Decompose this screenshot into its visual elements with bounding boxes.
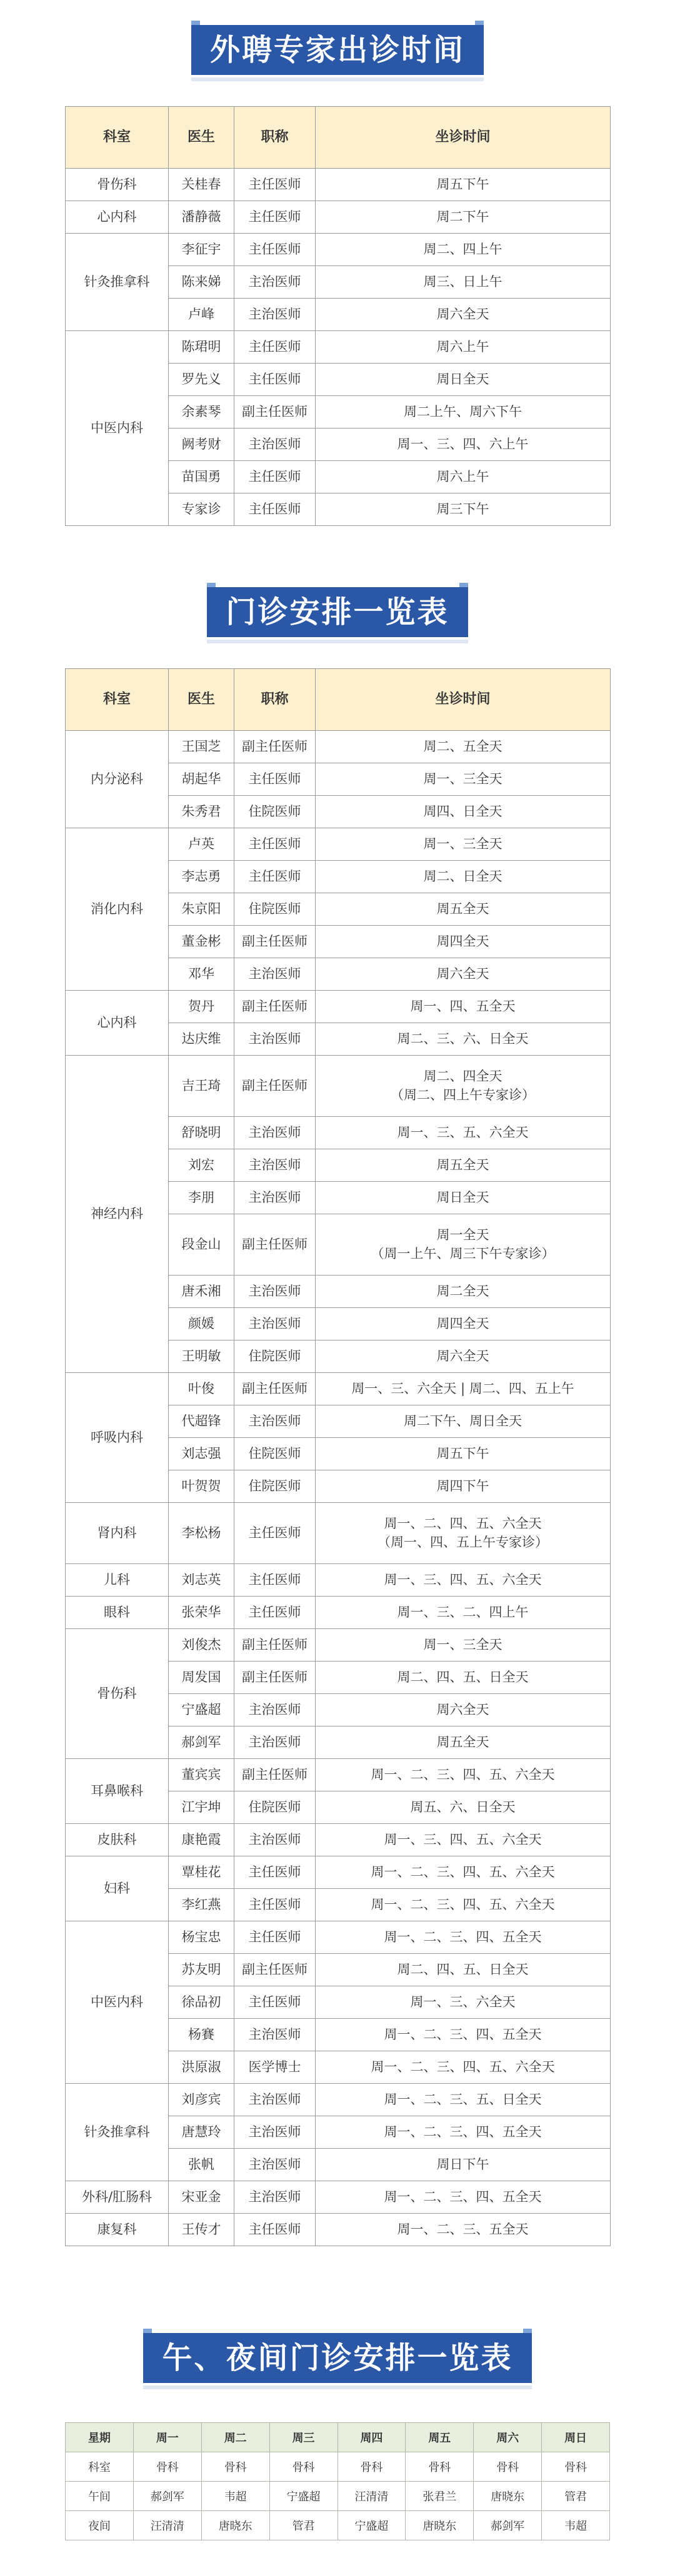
section3-title-wrap (0, 2333, 675, 2383)
grid-cell: 唐晓东 (201, 2511, 269, 2540)
schedule-cell: 周五全天 (316, 893, 611, 926)
schedule-cell: 周一、三、六全天 (316, 1986, 611, 2019)
grid-cell: 周六 (474, 2423, 542, 2452)
title-cell: 副主任医师 (234, 1056, 316, 1117)
title-cell: 主任医师 (234, 331, 316, 364)
title-cell: 主任医师 (234, 828, 316, 861)
title-cell: 副主任医师 (234, 1662, 316, 1694)
schedule-cell: 周一、二、三、四、五、六全天 (316, 1889, 611, 1921)
table-row (66, 1629, 611, 1662)
grid-cell: 唐晓东 (406, 2511, 474, 2540)
doctor-cell: 叶俊 (169, 1373, 234, 1405)
title-cell: 主治医师 (234, 1182, 316, 1214)
column-header: 科室 (66, 107, 169, 169)
table-row (66, 2084, 611, 2116)
schedule-cell: 周一、三全天 (316, 763, 611, 796)
doctor-cell: 宋亚金 (169, 2181, 234, 2214)
doctor-cell: 刘彦宾 (169, 2084, 234, 2116)
doctor-cell: 陈珺明 (169, 331, 234, 364)
grid-cell: 夜间 (66, 2511, 134, 2540)
schedule-cell: 周一、三、四、五、六全天 (316, 1564, 611, 1597)
title-cell: 主治医师 (234, 1276, 316, 1308)
department-cell: 消化内科 (66, 828, 169, 991)
doctor-cell: 潘静薇 (169, 201, 234, 234)
schedule-cell: 周一、四、五全天 (316, 991, 611, 1023)
title-cell: 主治医师 (234, 429, 316, 461)
department-cell: 肾内科 (66, 1503, 169, 1564)
department-cell: 耳鼻喉科 (66, 1759, 169, 1824)
doctor-cell: 覃桂花 (169, 1856, 234, 1889)
title-cell: 主治医师 (234, 1149, 316, 1182)
doctor-cell: 王传才 (169, 2214, 234, 2246)
grid-cell: 周日 (542, 2423, 610, 2452)
schedule-cell: 周四下午 (316, 1470, 611, 1503)
title-cell: 主治医师 (234, 266, 316, 299)
doctor-cell: 段金山 (169, 1214, 234, 1276)
schedule-cell: 周日下午 (316, 2149, 611, 2181)
title-cell: 主任医师 (234, 2214, 316, 2246)
doctor-cell: 苗国勇 (169, 461, 234, 493)
title-cell: 副主任医师 (234, 1759, 316, 1791)
table-row (66, 1856, 611, 1889)
title-cell: 主任医师 (234, 1856, 316, 1889)
department-cell: 中医内科 (66, 331, 169, 526)
schedule-cell: 周四全天 (316, 926, 611, 958)
doctor-cell: 专家诊 (169, 493, 234, 526)
section3-title-text: 午、夜间门诊安排一览表 (162, 2341, 513, 2375)
doctor-cell: 张荣华 (169, 1597, 234, 1629)
schedule-cell: 周一全天 （周一上午、周三下午专家诊） (316, 1214, 611, 1276)
column-header: 科室 (66, 669, 169, 731)
doctor-cell: 刘志强 (169, 1438, 234, 1470)
table-row (66, 2452, 610, 2482)
grid-cell: 骨科 (406, 2452, 474, 2482)
schedule-cell: 周二、四、五、日全天 (316, 1662, 611, 1694)
schedule-cell: 周六全天 (316, 1694, 611, 1726)
department-cell: 呼吸内科 (66, 1373, 169, 1503)
doctor-cell: 贺丹 (169, 991, 234, 1023)
schedule-cell: 周一、二、三、四、五全天 (316, 2019, 611, 2051)
schedule-cell: 周二全天 (316, 1276, 611, 1308)
table-row (66, 828, 611, 861)
title-cell: 副主任医师 (234, 396, 316, 429)
doctor-cell: 李红燕 (169, 1889, 234, 1921)
title-cell: 主任医师 (234, 201, 316, 234)
doctor-cell: 李征宇 (169, 234, 234, 266)
title-cell: 主任医师 (234, 493, 316, 526)
grid-cell: 骨科 (269, 2452, 338, 2482)
department-cell: 心内科 (66, 991, 169, 1056)
title-cell: 主任医师 (234, 1503, 316, 1564)
grid-cell: 张君兰 (406, 2482, 474, 2511)
schedule-cell: 周三下午 (316, 493, 611, 526)
title-cell: 主任医师 (234, 364, 316, 396)
doctor-cell: 颜媛 (169, 1308, 234, 1340)
table-row (66, 1373, 611, 1405)
table-row (66, 991, 611, 1023)
schedule-cell: 周六上午 (316, 331, 611, 364)
schedule-cell: 周一、二、三、四、五全天 (316, 2181, 611, 2214)
schedule-cell: 周一、二、三、四、五、六全天 (316, 1856, 611, 1889)
title-cell: 主任医师 (234, 1564, 316, 1597)
schedule-cell: 周一、二、三、五全天 (316, 2214, 611, 2246)
doctor-cell: 董宾宾 (169, 1759, 234, 1791)
title-cell: 主治医师 (234, 1726, 316, 1759)
grid-cell: 午间 (66, 2482, 134, 2511)
doctor-cell: 李志勇 (169, 861, 234, 893)
grid-cell: 周五 (406, 2423, 474, 2452)
schedule-cell: 周一、二、三、四、五全天 (316, 1921, 611, 1954)
department-cell: 中医内科 (66, 1921, 169, 2084)
department-cell: 眼科 (66, 1597, 169, 1629)
outpatient-schedule-table (65, 668, 611, 2246)
doctor-cell: 卢英 (169, 828, 234, 861)
grid-cell: 骨科 (474, 2452, 542, 2482)
grid-cell: 郝剑军 (133, 2482, 201, 2511)
schedule-cell: 周一、二、四、五、六全天 （周一、四、五上午专家诊） (316, 1503, 611, 1564)
schedule-cell: 周日全天 (316, 1182, 611, 1214)
schedule-cell: 周二上午、周六下午 (316, 396, 611, 429)
title-cell: 住院医师 (234, 796, 316, 828)
title-cell: 副主任医师 (234, 1954, 316, 1986)
title-cell: 主任医师 (234, 1986, 316, 2019)
section3-title (143, 2333, 531, 2383)
department-cell: 外科/肛肠科 (66, 2181, 169, 2214)
title-cell: 副主任医师 (234, 731, 316, 763)
doctor-cell: 朱京阳 (169, 893, 234, 926)
title-cell: 主治医师 (234, 1117, 316, 1149)
schedule-cell: 周四、日全天 (316, 796, 611, 828)
title-cell: 主治医师 (234, 1694, 316, 1726)
title-cell: 住院医师 (234, 1470, 316, 1503)
title-cell: 主治医师 (234, 1023, 316, 1056)
doctor-cell: 苏友明 (169, 1954, 234, 1986)
title-cell: 住院医师 (234, 1438, 316, 1470)
schedule-cell: 周五下午 (316, 1438, 611, 1470)
doctor-cell: 宁盛超 (169, 1694, 234, 1726)
table-row (66, 1759, 611, 1791)
table-row (66, 731, 611, 763)
title-cell: 住院医师 (234, 1340, 316, 1373)
grid-cell: 骨科 (542, 2452, 610, 2482)
schedule-cell: 周一、三全天 (316, 1629, 611, 1662)
doctor-cell: 刘志英 (169, 1564, 234, 1597)
title-cell: 医学博士 (234, 2051, 316, 2084)
title-cell: 主任医师 (234, 234, 316, 266)
doctor-cell: 刘宏 (169, 1149, 234, 1182)
title-cell: 主治医师 (234, 1824, 316, 1856)
table-row (66, 1597, 611, 1629)
title-cell: 主任医师 (234, 861, 316, 893)
schedule-cell: 周一、三、四、五、六全天 (316, 1824, 611, 1856)
department-cell: 内分泌科 (66, 731, 169, 828)
title-cell: 副主任医师 (234, 926, 316, 958)
title-cell: 主治医师 (234, 958, 316, 991)
column-header: 职称 (234, 107, 316, 169)
schedule-cell: 周一、二、三、四、五、六全天 (316, 1759, 611, 1791)
schedule-cell: 周四全天 (316, 1308, 611, 1340)
table-row (66, 2181, 611, 2214)
doctor-cell: 刘俊杰 (169, 1629, 234, 1662)
schedule-cell: 周一、三、四、六上午 (316, 429, 611, 461)
schedule-cell: 周一、三全天 (316, 828, 611, 861)
schedule-cell: 周六全天 (316, 1340, 611, 1373)
doctor-cell: 吉王琦 (169, 1056, 234, 1117)
table-row (66, 1824, 611, 1856)
title-cell: 副主任医师 (234, 991, 316, 1023)
grid-cell: 管君 (542, 2482, 610, 2511)
title-cell: 主治医师 (234, 1405, 316, 1438)
table-row (66, 2214, 611, 2246)
section2-title (207, 587, 468, 637)
department-cell: 心内科 (66, 201, 169, 234)
doctor-cell: 唐慧玲 (169, 2116, 234, 2149)
grid-cell: 郝剑军 (474, 2511, 542, 2540)
schedule-cell: 周二下午 (316, 201, 611, 234)
schedule-cell: 周二、四上午 (316, 234, 611, 266)
doctor-cell: 叶贺贺 (169, 1470, 234, 1503)
grid-cell: 汪清清 (133, 2511, 201, 2540)
doctor-cell: 康艳霞 (169, 1824, 234, 1856)
table-row (66, 1921, 611, 1954)
schedule-cell: 周三、日上午 (316, 266, 611, 299)
grid-cell: 科室 (66, 2452, 134, 2482)
doctor-cell: 郝剑军 (169, 1726, 234, 1759)
table-row (66, 2511, 610, 2540)
title-cell: 主治医师 (234, 2019, 316, 2051)
title-cell: 主治医师 (234, 2116, 316, 2149)
doctor-cell: 余素琴 (169, 396, 234, 429)
doctor-cell: 舒晓明 (169, 1117, 234, 1149)
doctor-cell: 周发国 (169, 1662, 234, 1694)
title-cell: 副主任医师 (234, 1373, 316, 1405)
schedule-cell: 周二、日全天 (316, 861, 611, 893)
schedule-cell: 周一、三、五、六全天 (316, 1117, 611, 1149)
doctor-cell: 胡起华 (169, 763, 234, 796)
title-cell: 副主任医师 (234, 1629, 316, 1662)
doctor-cell: 阙考财 (169, 429, 234, 461)
schedule-cell: 周一、三、二、四上午 (316, 1597, 611, 1629)
column-header: 医生 (169, 669, 234, 731)
grid-cell: 周四 (338, 2423, 406, 2452)
schedule-cell: 周五全天 (316, 1726, 611, 1759)
column-header: 职称 (234, 669, 316, 731)
department-cell: 儿科 (66, 1564, 169, 1597)
doctor-cell: 洪原淑 (169, 2051, 234, 2084)
table-header-row (66, 669, 611, 731)
title-cell: 主治医师 (234, 2181, 316, 2214)
noon-night-schedule-table (65, 2422, 610, 2540)
table-row (66, 169, 611, 201)
table-row (66, 2423, 610, 2452)
grid-cell: 星期 (66, 2423, 134, 2452)
grid-cell: 宁盛超 (338, 2511, 406, 2540)
schedule-cell: 周二、四、五、日全天 (316, 1954, 611, 1986)
column-header: 坐诊时间 (316, 107, 611, 169)
grid-cell: 周二 (201, 2423, 269, 2452)
table-row (66, 1056, 611, 1117)
grid-cell: 骨科 (338, 2452, 406, 2482)
title-cell: 主治医师 (234, 2084, 316, 2116)
schedule-cell: 周二下午、周日全天 (316, 1405, 611, 1438)
table-row (66, 201, 611, 234)
schedule-cell: 周一、二、三、五、日全天 (316, 2084, 611, 2116)
department-cell: 康复科 (66, 2214, 169, 2246)
title-cell: 主任医师 (234, 1889, 316, 1921)
title-cell: 主治医师 (234, 299, 316, 331)
doctor-cell: 达庆维 (169, 1023, 234, 1056)
doctor-cell: 董金彬 (169, 926, 234, 958)
doctor-cell: 罗先义 (169, 364, 234, 396)
schedule-cell: 周二、五全天 (316, 731, 611, 763)
grid-cell: 韦超 (542, 2511, 610, 2540)
title-cell: 住院医师 (234, 1791, 316, 1824)
section2-title-text: 门诊安排一览表 (226, 595, 449, 630)
department-cell: 妇科 (66, 1856, 169, 1921)
doctor-cell: 李朋 (169, 1182, 234, 1214)
doctor-cell: 王国芝 (169, 731, 234, 763)
doctor-cell: 李松杨 (169, 1503, 234, 1564)
section2-title-wrap (0, 587, 675, 637)
schedule-cell: 周二、三、六、日全天 (316, 1023, 611, 1056)
doctor-cell: 张帆 (169, 2149, 234, 2181)
title-cell: 主任医师 (234, 461, 316, 493)
grid-cell: 管君 (269, 2511, 338, 2540)
department-cell: 骨伤科 (66, 169, 169, 201)
schedule-cell: 周六全天 (316, 958, 611, 991)
expert-schedule-table (65, 106, 611, 526)
doctor-cell: 朱秀君 (169, 796, 234, 828)
schedule-cell: 周二、四全天 （周二、四上午专家诊） (316, 1056, 611, 1117)
title-cell: 主任医师 (234, 1597, 316, 1629)
column-header: 坐诊时间 (316, 669, 611, 731)
title-cell: 主治医师 (234, 2149, 316, 2181)
doctor-cell: 卢峰 (169, 299, 234, 331)
grid-cell: 周一 (133, 2423, 201, 2452)
grid-cell: 周三 (269, 2423, 338, 2452)
doctor-cell: 代超锋 (169, 1405, 234, 1438)
title-cell: 住院医师 (234, 893, 316, 926)
doctor-cell: 陈来娣 (169, 266, 234, 299)
section1-title-text: 外聘专家出诊时间 (209, 32, 465, 67)
doctor-cell: 徐品初 (169, 1986, 234, 2019)
schedule-cell: 周日全天 (316, 364, 611, 396)
doctor-cell: 杨宝忠 (169, 1921, 234, 1954)
doctor-cell: 唐禾湘 (169, 1276, 234, 1308)
title-cell: 主任医师 (234, 763, 316, 796)
schedule-cell: 周一、二、三、四、五全天 (316, 2116, 611, 2149)
section1-title-wrap (0, 25, 675, 75)
department-cell: 针灸推拿科 (66, 234, 169, 331)
schedule-cell: 周一、三、六全天 | 周二、四、五上午 (316, 1373, 611, 1405)
table-row (66, 2482, 610, 2511)
title-cell: 主任医师 (234, 1921, 316, 1954)
schedule-cell: 周六上午 (316, 461, 611, 493)
department-cell: 皮肤科 (66, 1824, 169, 1856)
grid-cell: 汪清清 (338, 2482, 406, 2511)
title-cell: 主治医师 (234, 1308, 316, 1340)
doctor-cell: 王明敏 (169, 1340, 234, 1373)
table-header-row (66, 107, 611, 169)
grid-cell: 宁盛超 (269, 2482, 338, 2511)
table-row (66, 234, 611, 266)
section1-title (191, 25, 484, 75)
schedule-cell: 周五、六、日全天 (316, 1791, 611, 1824)
grid-cell: 韦超 (201, 2482, 269, 2511)
doctor-cell: 杨賽 (169, 2019, 234, 2051)
grid-cell: 骨科 (201, 2452, 269, 2482)
doctor-cell: 关桂春 (169, 169, 234, 201)
column-header: 医生 (169, 107, 234, 169)
title-cell: 主任医师 (234, 169, 316, 201)
table-row (66, 1503, 611, 1564)
table-row (66, 1564, 611, 1597)
doctor-cell: 邓华 (169, 958, 234, 991)
grid-cell: 唐晓东 (474, 2482, 542, 2511)
grid-cell: 骨科 (133, 2452, 201, 2482)
schedule-cell: 周五全天 (316, 1149, 611, 1182)
title-cell: 副主任医师 (234, 1214, 316, 1276)
schedule-cell: 周五下午 (316, 169, 611, 201)
schedule-cell: 周六全天 (316, 299, 611, 331)
table-row (66, 331, 611, 364)
schedule-cell: 周一、二、三、四、五、六全天 (316, 2051, 611, 2084)
department-cell: 骨伤科 (66, 1629, 169, 1759)
department-cell: 神经内科 (66, 1056, 169, 1373)
department-cell: 针灸推拿科 (66, 2084, 169, 2181)
doctor-cell: 江宇坤 (169, 1791, 234, 1824)
